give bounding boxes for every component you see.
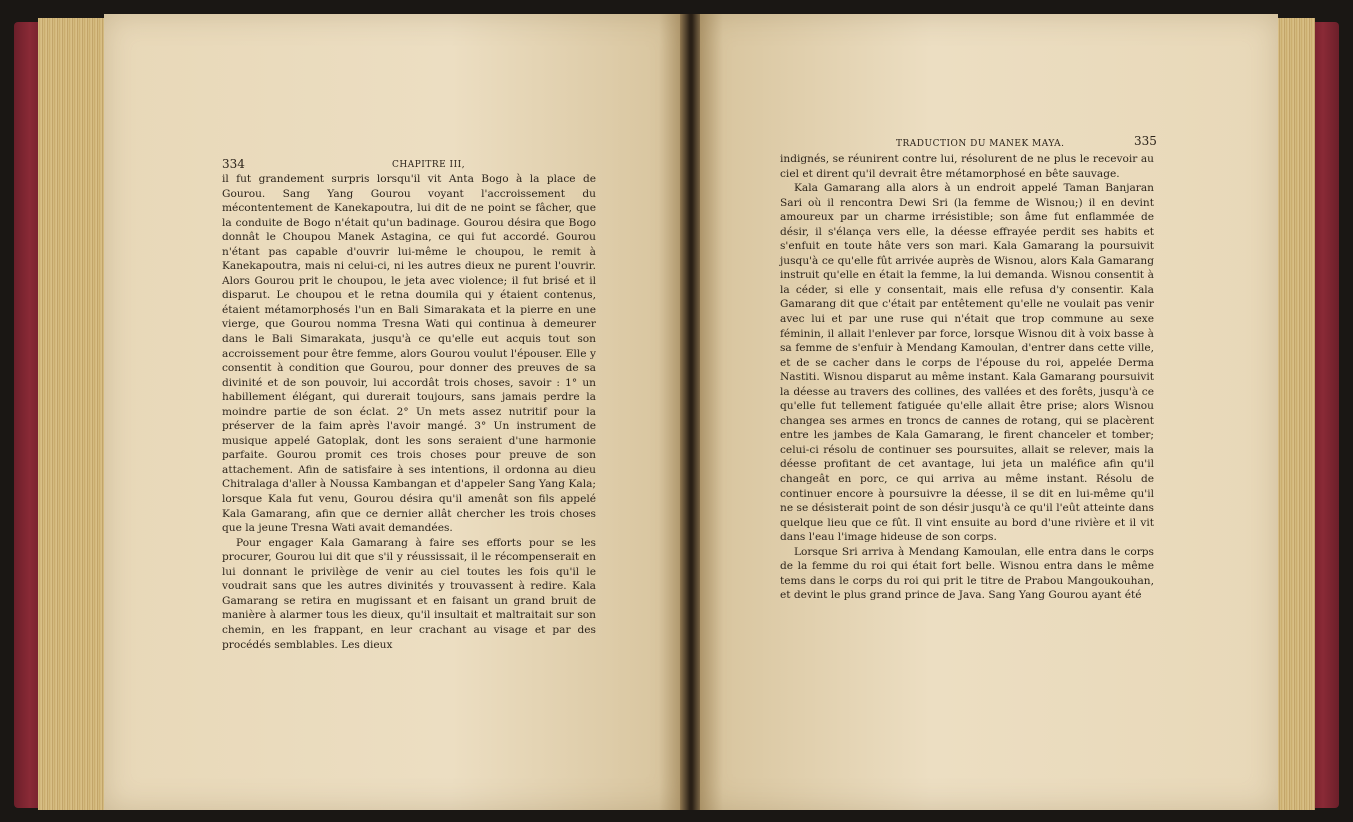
left-page-text — [222, 172, 596, 652]
right-running-head: TRADUCTION DU MANEK MAYA. — [896, 139, 1065, 149]
right-paragraph-2: Kala Gamarang alla alors à un endroit appelé Taman Banjaran Sari où il rencontra Dewi Sri (la femme de Wisnou;) il en devint amoureux par un charme irrésistible; son âme fut enflammée de désir, il s'élança vers elle, la déesse effrayée perdit ses habits et s'enfuit en toute hâte vers son mari. Kala Gamarang la poursuivit jusqu'à ce qu'elle fût arrivée auprès de Wisnou, alors Kala Gamarang instruit qu'elle en était la femme, la lui demanda. Wisnou consentit à la céder, si elle y consentait, mais elle refusa d'y consentir. Kala Gamarang dit que c'était par entêtement qu'elle ne voulait pas venir avec lui et par une ruse qui n'était que trop commune au sexe féminin, il allait l'enlever par force, lorsque Wisnou dit à voix basse à sa femme de s'enfuir à Mendang Kamoulan, d'entrer dans cette ville, et de se cacher dans le corps de l'épouse du roi, appelée Derma Nastiti. Wisnou disparut au même instant. Kala Gamarang poursuivit la déesse au travers des collines, des vallées et des forêts, jusqu'à ce qu'elle fut tellement fatiguée qu'elle allait être prise; alors Wisnou changea ses armes en troncs de cannes de rotang, qui se placèrent entre les jambes de Kala Gamarang, le firent chanceler et tomber; celui-ci résolu de continuer ses poursuites, allait se relever, mais la déesse profitant de cet avantage, lui jeta un maléfice afin qu'il changeât en porc, ce qui arriva au même instant. Résolu de continuer encore à poursuivre la déesse, il se dit en lui-même qu'il ne se désisterait point de son désir jusqu'à ce qu'il l'eût atteinte dans quelque lieu que ce fût. Il vint ensuite au bord d'une rivière et il vit dans l'eau l'image hideuse de son corps. — [780, 182, 1154, 544]
right-paragraph-3: Lorsque Sri arriva à Mendang Kamoulan, elle entra dans le corps de la femme du roi qui était fort belle. Wisnou entra dans le même tems dans le corps du roi qui prit le titre de Prabou Mangoukouhan, et devint le plus grand prince de Java. Sang Yang Gourou ayant été — [780, 545, 1154, 602]
left-paragraph-1: il fut grandement surpris lorsqu'il vit Anta Bogo à la place de Gourou. Sang Yang Gourou voyant l'accroissement du mécontentement de Kanekapoutra, lui dit de ne point se fâcher, que la conduite de Bogo n'était qu'un badinage. Gourou désira que Bogo donnât le Choupou Manek Astagina, ce qui fut accordé. Gourou n'étant pas capable d'ouvrir lui-même le choupou, le remit à Kanekapoutra, mais ni celui-ci, ni les autres dieux ne purent l'ouvrir. Alors Gourou prit le choupou, le jeta avec violence; il fut brisé et il disparut. Le choupou et le retna doumila qui y étaient contenus, étaient métamorphosés l'un en Bali Simarakata et la pierre en une vierge, que Gourou nomma Tresna Wati qui continua à demeurer dans le Bali Simarakata, jusqu'à ce qu'elle eut acquis tout son accroissement pour être femme, alors Gourou voulut l'épouser. Elle y consentit à condition que Gourou, pour donner des preuves de sa divinité et de son pouvoir, lui accordât trois choses, savoir : 1° un habillement élégant, qui durerait toujours, sans jamais perdre la moindre partie de son éclat. 2° Un mets assez nutritif pour la préserver de la faim après l'avoir mangé. 3° Un instrument de musique appelé Gatoplak, dont les sons seraient d'une harmonie parfaite. Gourou promit ces trois choses pour preuve de son attachement. Afin de satisfaire à ses intentions, il ordonna au dieu Chitralaga d'aller à Noussa Kambangan et d'appeler Sang Yang Kala; lorsque Kala fut venu, Gourou désira qu'il amenât son fils appelé Kala Gamarang, afin que ce dernier allât chercher les trois choses que la jeune Tresna Wati avait demandées. — [222, 173, 596, 535]
right-page-number: 335 — [1134, 134, 1157, 148]
right-paragraph-1: indignés, se réunirent contre lui, résolurent de ne plus le recevoir au ciel et dirent qu'il devrait être métamorphosé en bête sauvage. — [780, 153, 1154, 180]
page-edges-left — [38, 18, 108, 810]
book-gutter — [680, 14, 702, 810]
left-page — [104, 14, 682, 810]
right-page — [700, 14, 1278, 810]
right-page-text — [780, 152, 1154, 603]
left-running-head: CHAPITRE III, — [392, 160, 466, 170]
left-page-number: 334 — [222, 157, 245, 171]
left-paragraph-2: Pour engager Kala Gamarang à faire ses efforts pour se les procurer, Gourou lui dit que s'il y réussissait, il le récompenserait en lui donnant le privilège de venir au ciel toutes les fois qu'il le voudrait sans que les autres divinités y trouvassent à redire. Kala Gamarang se retira en mugissant et en faisant un grand bruit de manière à alarmer tous les dieux, qu'il insultait et maltraitait sur son chemin, en les frappant, en leur crachant au visage et par des procédés semblables. Les dieux — [222, 536, 596, 651]
